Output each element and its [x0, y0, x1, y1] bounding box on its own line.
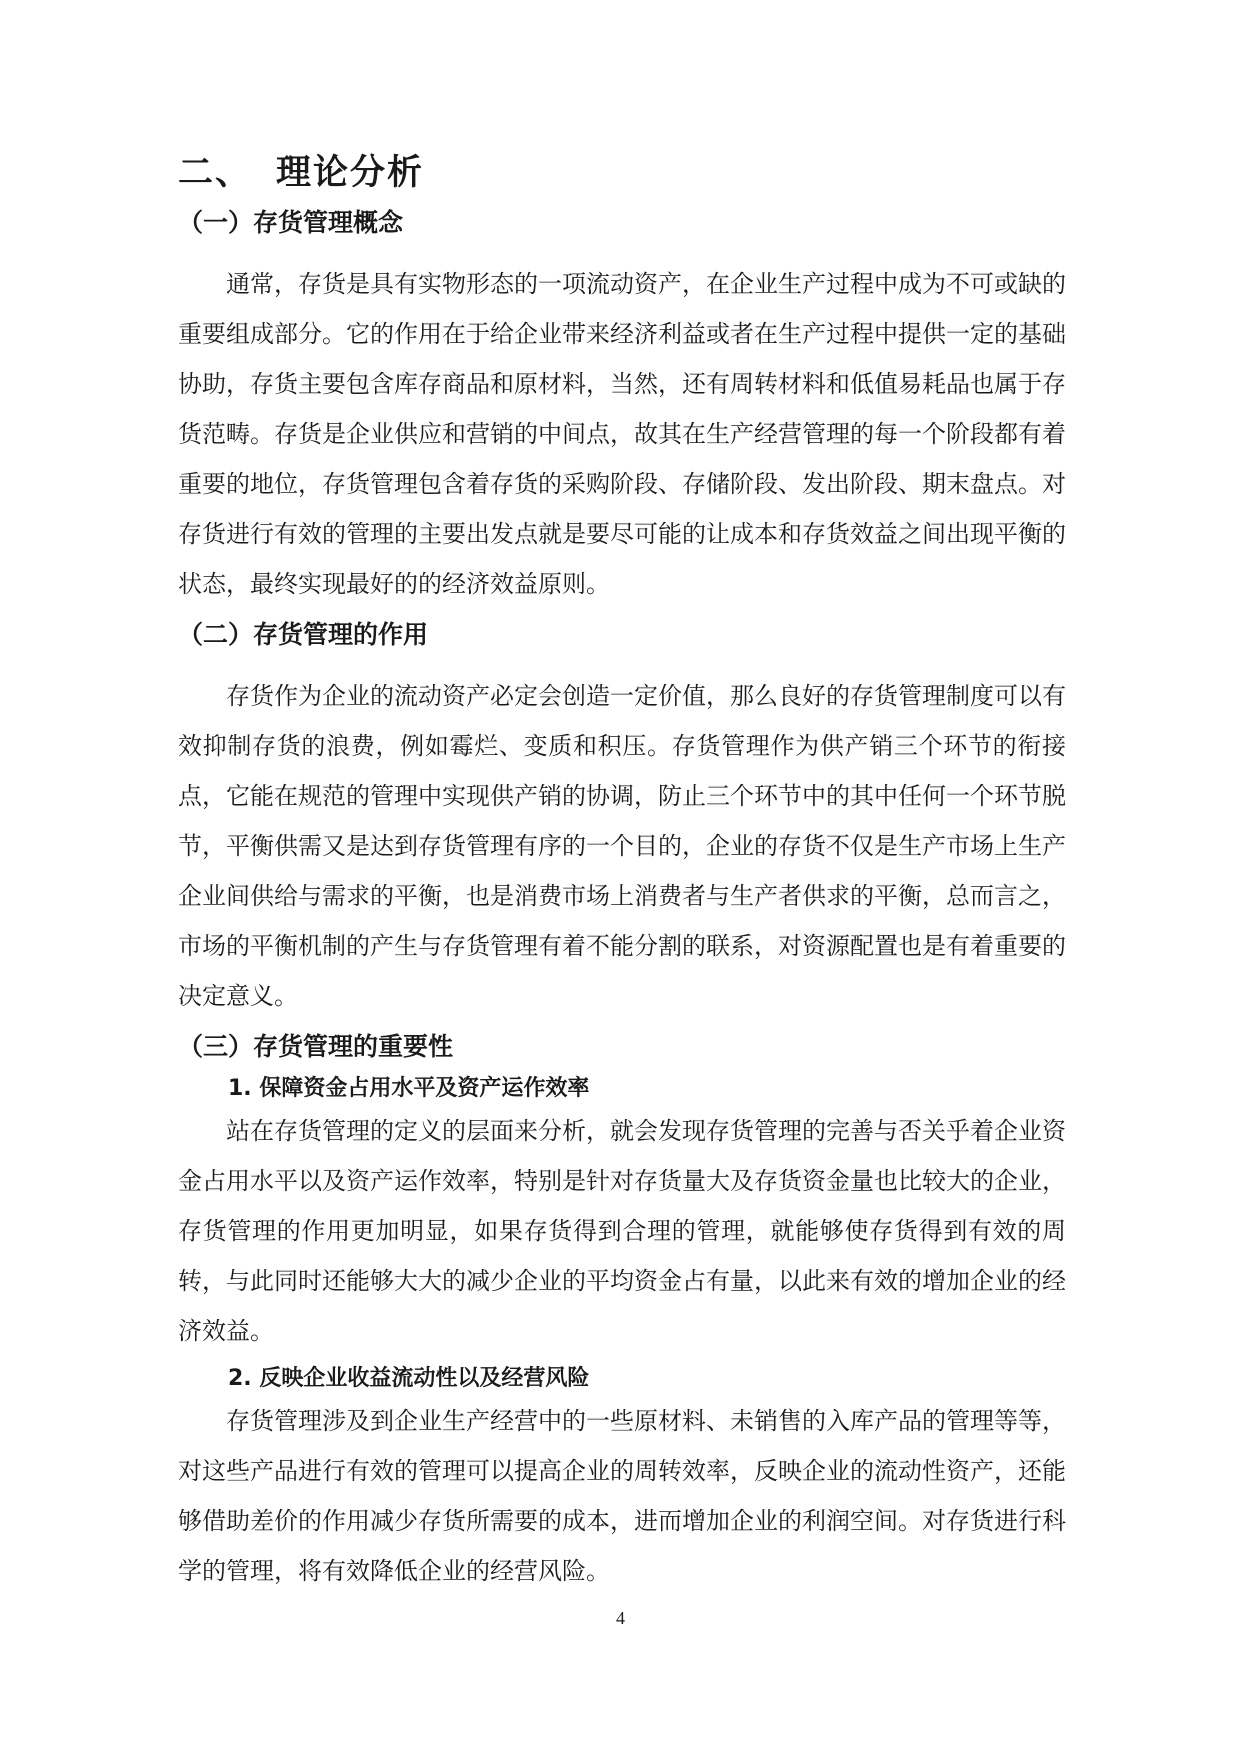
subsection-2-paragraph: 存货管理涉及到企业生产经营中的一些原材料、未销售的入库产品的管理等等，对这些产品进行有效的管理可以提高企业的周转效率，反映企业的流动性资产，还能够借助差价的作用减少存货所需要的成本，进而增加企业的利润空间。对存货进行科学的管理，将有效降低企业的经营风险。	[178, 1407, 1066, 1585]
page-content	[178, 148, 1066, 1596]
section-heading-1: （一）存货管理概念	[178, 208, 404, 237]
subsection-1-paragraph: 站在存货管理的定义的层面来分析，就会发现存货管理的完善与否关乎着企业资金占用水平以及资产运作效率，特别是针对存货量大及存货资金量也比较大的企业，存货管理的作用更加明显，如果存货得到合理的管理，就能够使存货得到有效的周转，与此同时还能够大大的减少企业的平均资金占有量，以此来有效的增加企业的经济效益。	[178, 1117, 1066, 1345]
section-1-paragraph: 通常，存货是具有实物形态的一项流动资产，在企业生产过程中成为不可或缺的重要组成部分。它的作用在于给企业带来经济利益或者在生产过程中提供一定的基础协助，存货主要包含库存商品和原材料，当然，还有周转材料和低值易耗品也属于存货范畴。存货是企业供应和营销的中间点，故其在生产经营管理的每一个阶段都有着重要的地位，存货管理包含着存货的采购阶段、存储阶段、发出阶段、期末盘点。对存货进行有效的管理的主要出发点就是要尽可能的让成本和存货效益之间出现平衡的状态，最终实现最好的的经济效益原则。	[178, 270, 1066, 598]
subsection-heading-2: 2. 反映企业收益流动性以及经营风险	[228, 1366, 590, 1391]
section-heading-3: （三）存货管理的重要性	[178, 1032, 454, 1061]
chapter-number: 二、	[178, 153, 253, 193]
chapter-title: 理论分析	[276, 153, 425, 193]
section-heading-2: （二）存货管理的作用	[178, 620, 429, 649]
page-number: 4	[616, 1608, 625, 1628]
subsection-heading-1: 1. 保障资金占用水平及资产运作效率	[228, 1076, 590, 1101]
section-2-paragraph: 存货作为企业的流动资产必定会创造一定价值，那么良好的存货管理制度可以有效抑制存货的浪费，例如霉烂、变质和积压。存货管理作为供产销三个环节的衔接点，它能在规范的管理中实现供产销的协调，防止三个环节中的其中任何一个环节脱节，平衡供需又是达到存货管理有序的一个目的，企业的存货不仅是生产市场上生产企业间供给与需求的平衡，也是消费市场上消费者与生产者供求的平衡，总而言之，市场的平衡机制的产生与存货管理有着不能分割的联系，对资源配置也是有着重要的决定意义。	[178, 682, 1066, 1010]
chapter-heading	[178, 148, 1066, 198]
